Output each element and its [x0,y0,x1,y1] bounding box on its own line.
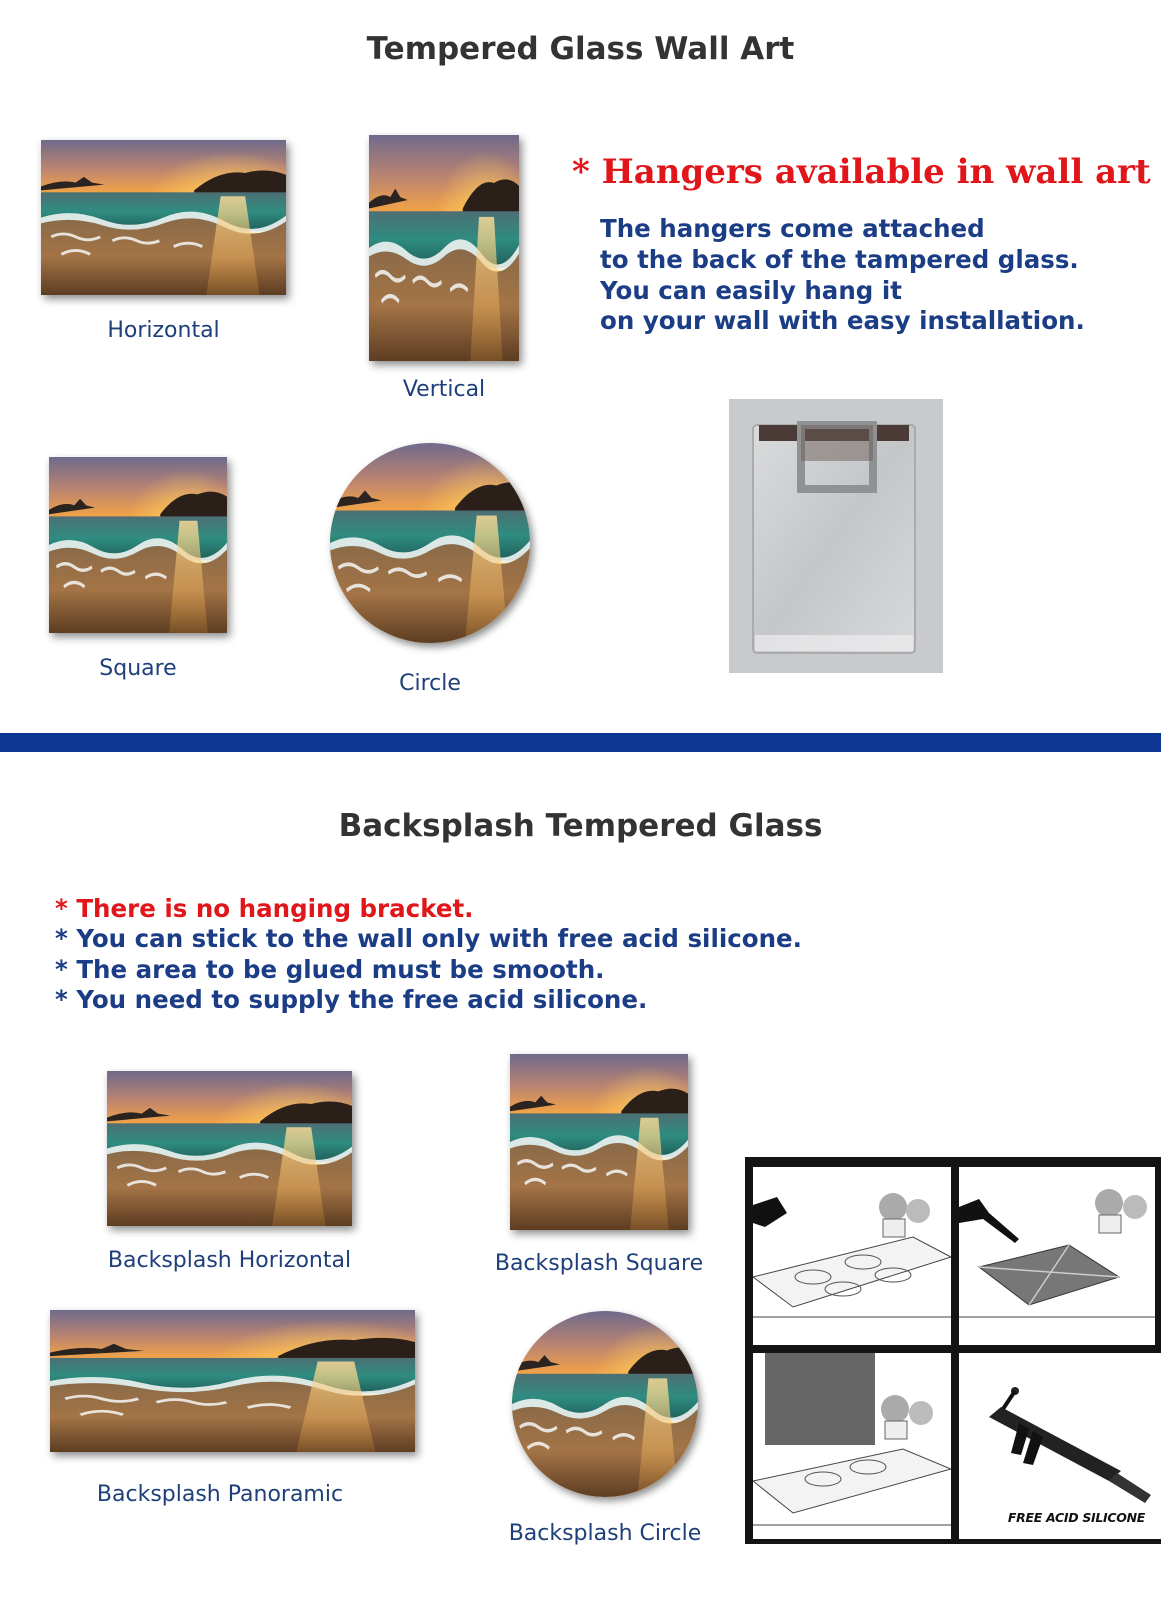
sunset-beach-icon [41,140,286,295]
sunset-beach-icon [512,1311,698,1497]
backsplash-circle-artwork [512,1311,698,1497]
section-divider [0,733,1161,752]
backsplash-note: * You can stick to the wall only with free acid silicone. [55,924,802,953]
install-step-3 [753,1353,951,1539]
mounted-glass-icon [753,1353,951,1539]
backsplash-square-label: Backsplash Square [494,1251,704,1276]
square-label: Square [99,656,177,681]
hangers-text-line: on your wall with easy installation. [600,306,1085,335]
backsplash-horizontal-artwork [107,1071,352,1226]
horizontal-artwork [41,140,286,295]
install-step-2 [959,1167,1155,1345]
horizontal-label: Horizontal [107,318,220,343]
install-step-4 [959,1353,1161,1539]
square-artwork [49,457,227,633]
sunset-beach-icon [49,457,227,633]
installation-steps-illustration [745,1157,1161,1544]
sunset-beach-icon [107,1071,352,1226]
circle-artwork [330,443,530,643]
silicone-label: FREE ACID SILICONE [1007,1510,1145,1525]
vertical-label: Vertical [402,377,486,402]
wall-hanger-bracket-photo [729,399,943,673]
backsplash-horizontal-label: Backsplash Horizontal [107,1248,352,1273]
hangers-text-line: You can easily hang it [600,276,902,305]
kitchen-stove-icon [753,1167,951,1345]
backsplash-circle-label: Backsplash Circle [508,1521,702,1546]
backsplash-note-warning: * There is no hanging bracket. [55,894,474,923]
vertical-artwork [369,135,519,361]
hangers-text-line: to the back of the tampered glass. [600,245,1079,274]
hangers-heading: * Hangers available in wall art [572,152,1151,192]
wall-hanger-bracket-icon [729,399,943,673]
apply-silicone-icon [959,1167,1155,1345]
backsplash-title: Backsplash Tempered Glass [338,808,823,844]
sunset-beach-icon [50,1310,415,1452]
circle-label: Circle [399,671,461,696]
sunset-beach-icon [369,135,519,361]
hangers-text-line: The hangers come attached [600,214,985,243]
backsplash-panoramic-label: Backsplash Panoramic [96,1482,344,1507]
backsplash-note: * The area to be glued must be smooth. [55,955,605,984]
backsplash-panoramic-artwork [50,1310,415,1452]
wall-art-title: Tempered Glass Wall Art [366,31,795,67]
install-step-1 [753,1167,951,1345]
backsplash-square-artwork [510,1054,688,1230]
sunset-beach-icon [510,1054,688,1230]
sunset-beach-icon [330,443,530,643]
backsplash-note: * You need to supply the free acid silicone. [55,985,648,1014]
